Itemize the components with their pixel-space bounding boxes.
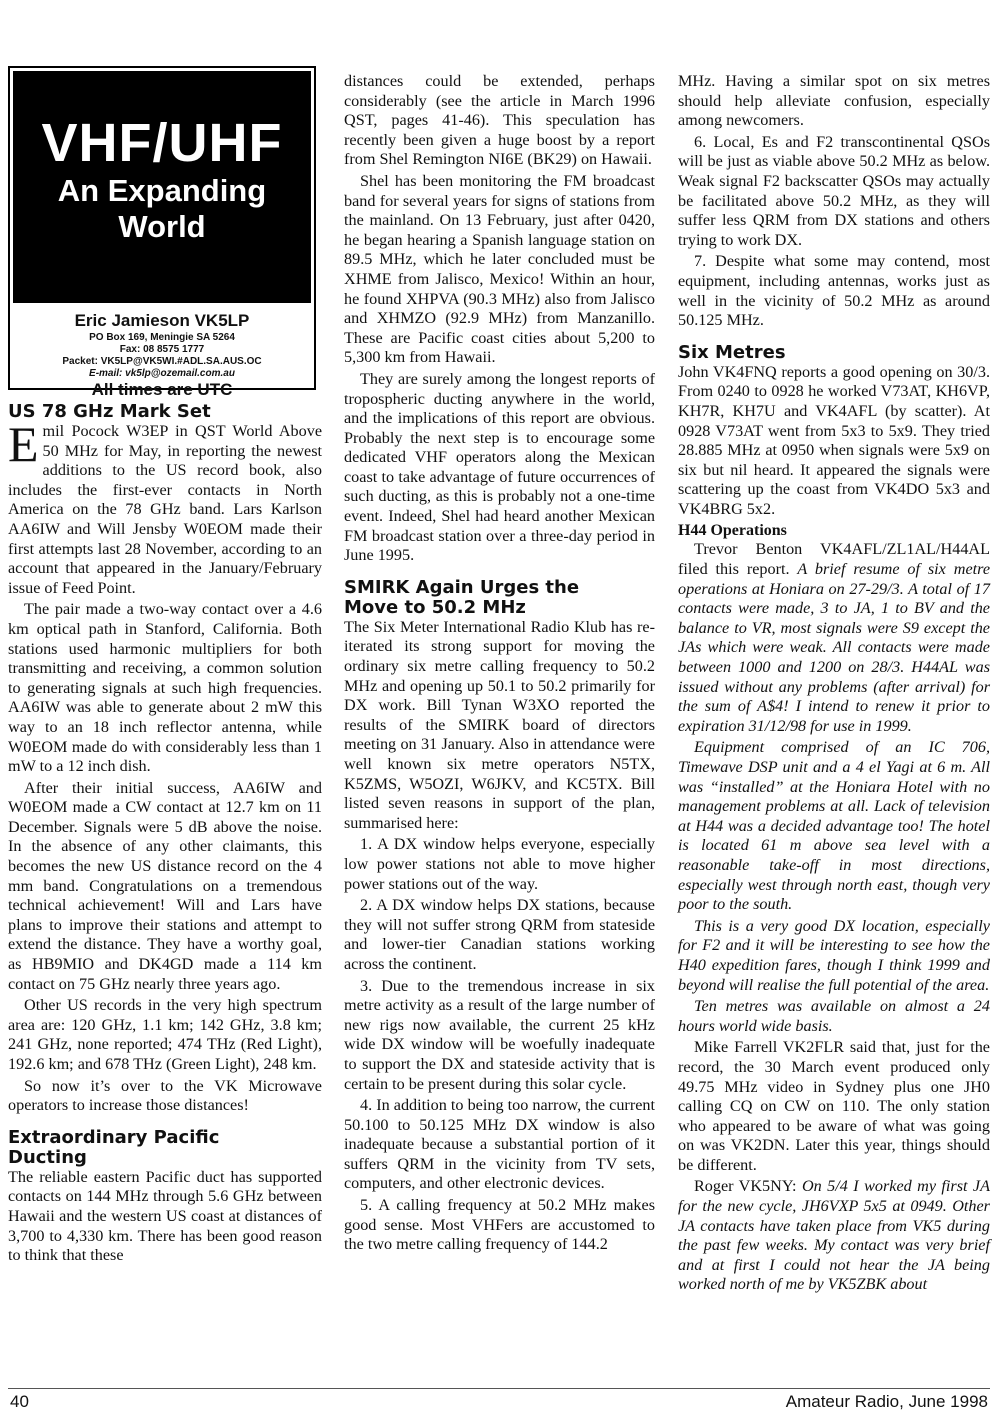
paragraph: 1. A DX window helps everyone, especially low power stations not able to move higher power stations out of the way. <box>344 835 655 893</box>
paragraph: 6. Local, Es and F2 transcontinental QSOs will be just as viable above 50.2 MHz as below. Weak signal F2 backscatter QSOs may actually be facilitated above 50.2 MHz, as they will suffer less QRM from DX stations and others trying to work DX. <box>678 132 990 249</box>
paragraph: The Six Meter International Radio Klub has re-iterated its strong support for moving the ordinary six metre calling frequency to 50.2 MHz and opening up 50.1 to 50.2 primarily for DX work. Bill Tynan W3XO reported the results of the SMIRK board of directors meeting on 31 January. Also in attendance were well known six metre operators N5TX, K5ZMS, W5OZI, W6JKV, and KC5TX. Bill listed seven reasons in support of the plan, summarised here: <box>344 617 655 832</box>
paragraph: Shel has been monitoring the FM broadcast band for several years for signs of stations from the mainland. On 13 February, just after 0420, he began hearing a Spanish language station on 89.5 MHz, which he later concluded must be XHME from Jalisco, Mexico! Within an hour, he found XHPVA (90.3 MHz) also from Jalisco and XHMZO (92.9 MHz) from Manzanillo. These are Pacific coast cities about 5,200 to 5,300 km from Hawaii. <box>344 171 655 367</box>
heading-smirk <box>344 578 655 618</box>
paragraph-text: Trevor Benton VK4AFL/ZL1AL/H44AL filed this report. <box>678 540 990 579</box>
paragraph <box>8 416 322 598</box>
banner-subtitle-2: World <box>118 209 206 244</box>
quoted-text: Ten metres was available on almost a 24 hours world wide basis. <box>678 997 990 1035</box>
paragraph: 5. A calling frequency at 50.2 MHz makes good sense. Most VHFers are accustomed to the two metre calling frequency of 144.2 <box>344 1196 655 1254</box>
column-banner <box>8 66 316 399</box>
paragraph: 7. Despite what some may contend, most equipment, including antennas, works just as well in the vicinity of 50.2 MHz as around 50.125 MHz. <box>678 252 990 330</box>
paragraph: Mike Farrell VK2FLR said that, just for the record, the 30 March event produced only 49.75 MHz video in Sydney plus one JH0 calling CQ on CW on 110. The only station who appeared to be aware of what was going on was VK2DN. Later this year, things should be different. <box>678 1038 990 1174</box>
heading-us-78ghz: US 78 GHz Mark Set <box>8 401 211 422</box>
paragraph: John VK4FNQ reports a good opening on 30/3. From 0240 to 0928 he worked V73AT, KH6VP, KH7R, KH7U and VK4AFL (by scatter). At 0928 V73AT went from 5x3 to 5x9. They tried 28.885 MHz at 0950 when signals were 5x9 on six but nil heard. It appeared the signals were scattering up the coast from VK4DO 5x3 and VK4BRG 5x2. <box>678 362 990 518</box>
paragraph: The pair made a two-way contact over a 4.6 km optical path in Stanford, California. Both stations used harmonic multipliers for both transmitting and receiving, a common solution to generating signals at such high frequencies. AA6IW was able to generate about 2 mW this way to an 18 inch reflector antenna, while W0EOM made do with considerably less than 1 mW to a 12 inch dish. <box>8 600 322 776</box>
column-3 <box>678 72 990 1297</box>
paragraph: So now it’s over to the VK Microwave operators to increase those distances! <box>8 1076 322 1115</box>
paragraph <box>678 997 990 1036</box>
author-packet: Packet: VK5LP@VK5WI.#ADL.SA.AUS.OC <box>62 356 262 367</box>
heading-pacific-ducting <box>8 1128 322 1168</box>
quoted-text: Equipment comprised of an IC 706, Timewave DSP unit and a 4 el Yagi at 6 m. All was “installed” at the Honiara Hotel with no management problems at all. Lack of television at H44 was a decided advantage too! The hotel is located 61 m above sea level with a reasonable take-off in most directions, especially west through north east, though very poor to the south. <box>678 738 990 914</box>
publication-credit: Amateur Radio, June 1998 <box>785 1392 988 1411</box>
paragraph: Other US records in the very high spectrum area are: 120 GHz, 1.1 km; 142 GHz, 3.8 km; 241 GHz, none reported; 474 THz (Red Light), 192.6 km; and 678 THz (Green Light), 248 km. <box>8 996 322 1073</box>
paragraph-text: mil Pocock W3EP in QST World Above 50 MHz for May, in reporting the newest additions to the US record book, also includes the first-ever contacts in North America on the 78 GHz band. Lars Karlson AA6IW and Will Jensby W0EOM made their first attempts last 28 November, according to an account that appeared in the January/February issue of Feed Point. <box>8 422 322 597</box>
heading-line: Move to 50.2 MHz <box>344 596 526 618</box>
banner-subtitle-1: An Expanding <box>57 173 267 208</box>
heading-line: SMIRK Again Urges the <box>344 576 580 598</box>
column-1 <box>8 66 322 1268</box>
page-number: 40 <box>10 1392 29 1411</box>
paragraph <box>678 917 990 995</box>
footer-rule <box>8 1388 990 1389</box>
paragraph-text: Roger VK5NY: <box>694 1177 802 1196</box>
banner-title-block <box>13 71 311 303</box>
paragraph: After their initial success, AA6IW and W0EOM made a CW contact at 12.7 km on 11 December. Signals were 5 dB above the noise. In the absence of any other claimants, this becomes the new US distance record on the 4 mm band. Congratulations on a tremendous technical achievement! Will and Lars have plans to improve their stations and attempt to extend the distance. They have a worthy goal, as HB9MIO and DK4GD made a 114 km contact on 75 GHz nearly three years ago. <box>8 778 322 993</box>
quoted-text: On 5/4 I worked my first JA for the new cycle, JH6VXP 5x5 at 0949. Other JA contacts have taken place from VK5 during the past few weeks. My contact was very brief and at first I could not hear the JA being worked north of me by VK5ZBK about <box>678 1177 990 1294</box>
subheading-h44: H44 Operations <box>678 522 787 540</box>
paragraph <box>678 540 990 736</box>
heading-six-metres: Six Metres <box>678 341 786 363</box>
column-2 <box>344 72 655 1257</box>
paragraph <box>678 1177 990 1295</box>
paragraph <box>678 738 990 914</box>
utc-note: All times are UTC <box>91 380 233 399</box>
drop-cap: E <box>8 416 39 472</box>
author-fax: Fax: 08 8575 1777 <box>119 344 205 355</box>
quoted-text: A brief resume of six metre operations at Honiara on 27-29/3. A total of 17 contacts were made, 3 to JA, 1 to BV and the balance to VR, most signals were S9 except the JAs which were weak. All contacts were made between 1000 and 1200 on 28/3. H44AL was issued without any problems (after arrival) for the sum of A$4! I intend to renew it prior to expiration 31/12/98 for use in 1999. <box>678 560 991 735</box>
banner-title: VHF/UHF <box>41 113 283 173</box>
paragraph: 3. Due to the tremendous increase in six metre activity as a result of the large number of new rigs now available, the current 25 kHz wide DX window will be woefully inadequate to support the DX and stateside activity that is certain to be present during this solar cycle. <box>344 976 655 1093</box>
paragraph: 4. In addition to being too narrow, the current 50.100 to 50.125 MHz DX window is also inadequate because a substantial portion of it suffers QRM in the vicinity from TV sets, computers, and other electronic devices. <box>344 1096 655 1193</box>
paragraph: MHz. Having a similar spot on six metres should help alleviate confusion, especially among newcomers. <box>678 72 990 130</box>
banner-contact-block <box>10 306 314 400</box>
paragraph: The reliable eastern Pacific duct has supported contacts on 144 MHz through 5.6 GHz between Hawaii and the western US coast at distances of 3,700 to 4,330 km. There has been good reason to think that these <box>8 1167 322 1265</box>
heading-line: Ducting <box>8 1146 87 1168</box>
paragraph: They are surely among the longest reports of tropospheric ducting anywhere in the world, and the implications of this report are obvious. Probably the next step is to encourage some dedicated VHF operators along the Mexican coast to take advantage of future occurrences of such ducting, as this is probably not a one-time event. Indeed, Shel had heard another Mexican FM broadcast station over a three-day period in June 1995. <box>344 369 655 565</box>
author-email: E-mail: vk5lp@ozemail.com.au <box>89 368 235 379</box>
paragraph: distances could be extended, perhaps considerably (see the article in March 1996 QST, pages 41-46). This speculation has recently been given a huge boost by a report from Shel Remington NI6E (BK29) on Hawaii. <box>344 72 655 169</box>
heading-line: Extraordinary Pacific <box>8 1126 220 1148</box>
author-address: PO Box 169, Meningie SA 5264 <box>89 332 235 343</box>
author-name: Eric Jamieson VK5LP <box>74 311 250 330</box>
paragraph: 2. A DX window helps DX stations, because they will not suffer strong QRM from stateside and lower-tier Canadian stations working across the continent. <box>344 896 655 973</box>
quoted-text: This is a very good DX location, especially for F2 and it will be interesting to see how the H40 expedition fares, though I think 1999 and beyond will realise the full potential of the area. <box>678 916 990 994</box>
